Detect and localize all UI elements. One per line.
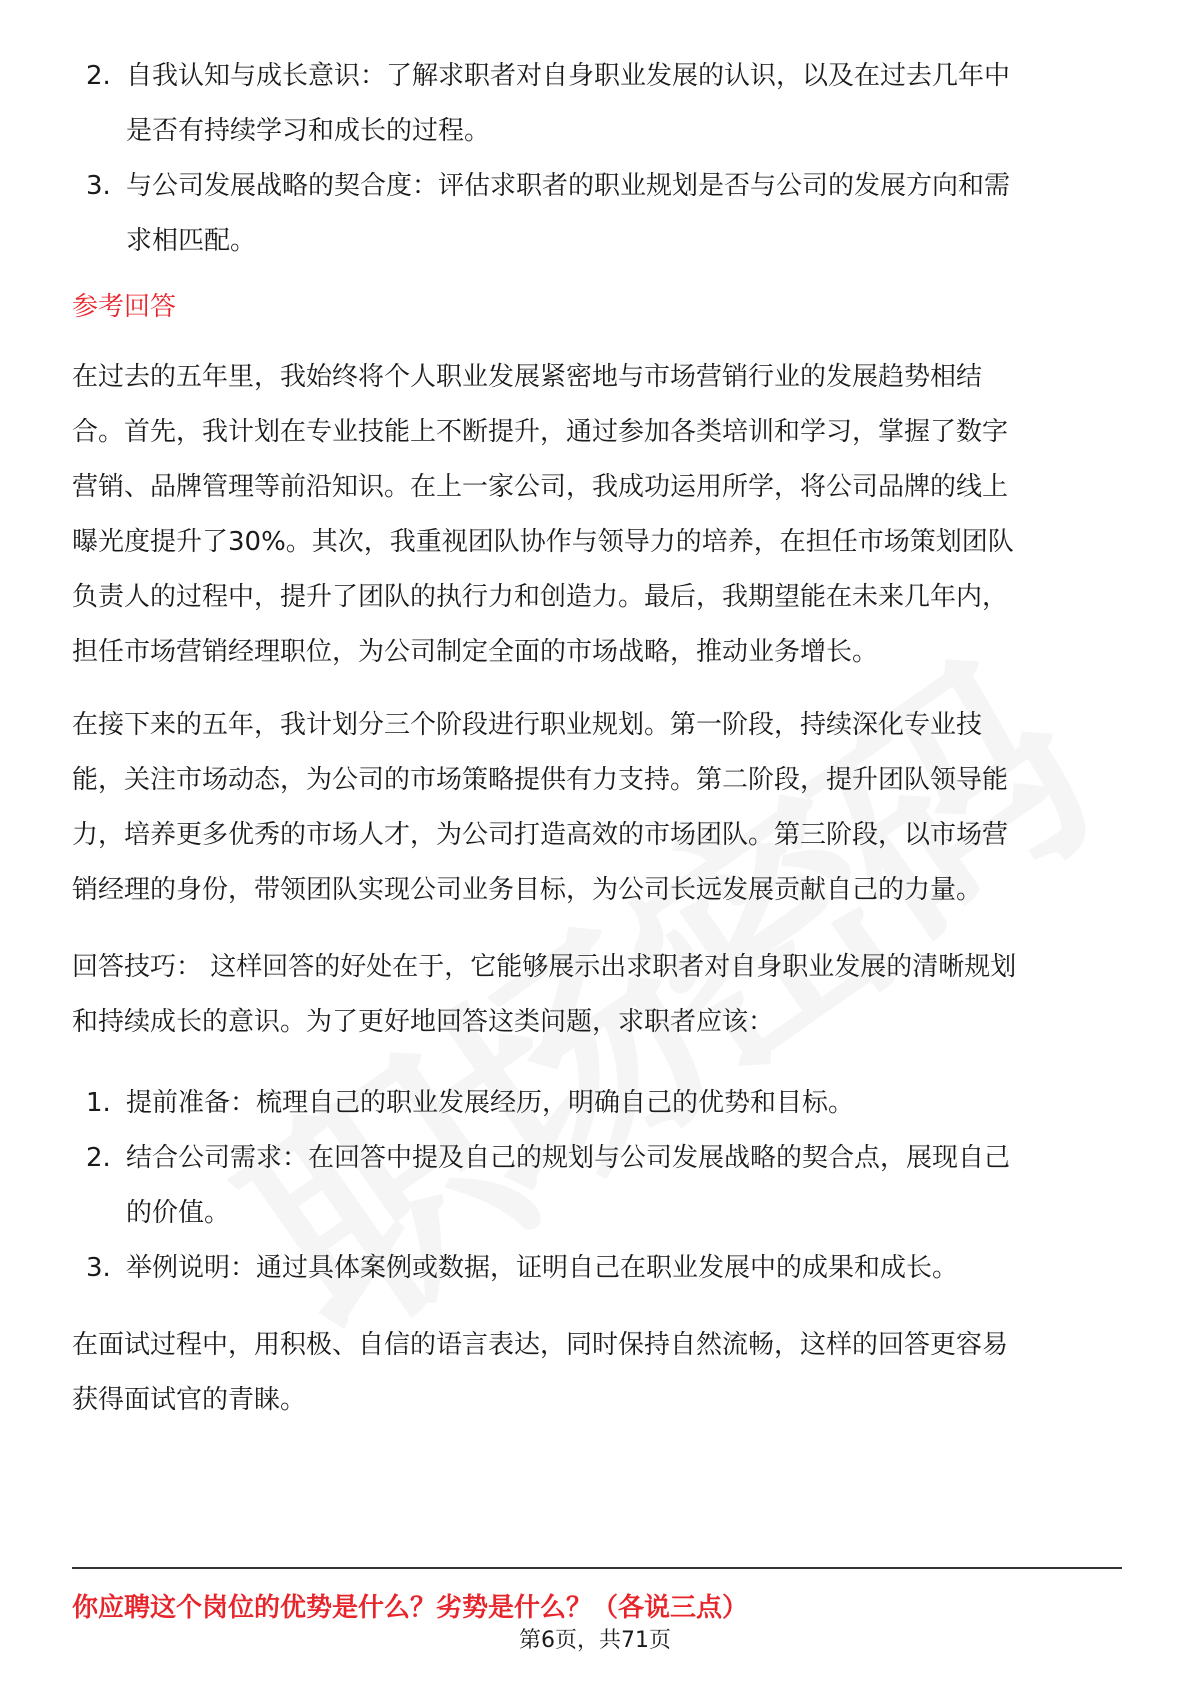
paragraph-line: 在接下来的五年，我计划分三个阶段进行职业规划。第一阶段，持续深化专业技 [72, 710, 983, 740]
reference-answer-heading: 参考回答 [72, 292, 177, 322]
paragraph-line: 担任市场营销经理职位，为公司制定全面的市场战略，推动业务增长。 [72, 637, 879, 667]
list-number: 2. [86, 1143, 111, 1173]
paragraph-line: 负责人的过程中，提升了团队的执行力和创造力。最后，我期望能在未来几年内， [72, 582, 1009, 612]
paragraph-line: 获得面试官的青睐。 [72, 1385, 307, 1415]
paragraph-line: 在过去的五年里，我始终将个人职业发展紧密地与市场营销行业的发展趋势相结 [72, 362, 983, 392]
page-number: 第6页，共71页 [0, 1626, 1190, 1656]
paragraph-line: 能，关注市场动态，为公司的市场策略提供有力支持。第二阶段，提升团队领导能 [72, 765, 1009, 795]
paragraph-line: 销经理的身份，带领团队实现公司业务目标，为公司长远发展贡献自己的力量。 [72, 875, 983, 905]
list-line: 是否有持续学习和成长的过程。 [126, 116, 491, 146]
tips-list [72, 1076, 1122, 1296]
list-line: 求相匹配。 [126, 226, 257, 256]
answer-paragraph-1 [72, 350, 1122, 680]
closing-paragraph [72, 1318, 1122, 1428]
list-number: 2. [86, 61, 111, 91]
answer-paragraph-2 [72, 698, 1122, 918]
list-line: 与公司发展战略的契合度：评估求职者的职业规划是否与公司的发展方向和需 [126, 171, 1011, 201]
list-item [72, 49, 1122, 159]
section-divider [72, 1567, 1122, 1569]
list-number: 3. [86, 1253, 111, 1283]
paragraph-line: 和持续成长的意识。为了更好地回答这类问题，求职者应该： [72, 1007, 775, 1037]
list-item [72, 159, 1122, 269]
next-question-heading: 你应聘这个岗位的优势是什么？劣势是什么？（各说三点） [72, 1593, 749, 1623]
list-number: 1. [86, 1088, 111, 1118]
paragraph-line: 回答技巧： 这样回答的好处在于，它能够展示出求职者对自身职业发展的清晰规划 [72, 952, 1017, 982]
criteria-list [72, 49, 1122, 269]
list-line: 提前准备：梳理自己的职业发展经历，明确自己的优势和目标。 [126, 1088, 855, 1118]
list-line: 结合公司需求：在回答中提及自己的规划与公司发展战略的契合点，展现自己 [126, 1143, 1011, 1173]
list-number: 3. [86, 171, 111, 201]
list-line: 的价值。 [126, 1198, 231, 1228]
list-line: 举例说明：通过具体案例或数据，证明自己在职业发展中的成果和成长。 [126, 1253, 959, 1283]
paragraph-line: 营销、品牌管理等前沿知识。在上一家公司，我成功运用所学，将公司品牌的线上 [72, 472, 1009, 502]
list-line: 自我认知与成长意识：了解求职者对自身职业发展的认识，以及在过去几年中 [126, 61, 1011, 91]
list-item [72, 1131, 1122, 1241]
list-item [72, 1076, 1122, 1131]
paragraph-line: 力，培养更多优秀的市场人才，为公司打造高效的市场团队。第三阶段，以市场营 [72, 820, 1009, 850]
paragraph-line: 合。首先，我计划在专业技能上不断提升，通过参加各类培训和学习，掌握了数字 [72, 417, 1009, 447]
list-item [72, 1241, 1122, 1296]
tips-paragraph [72, 940, 1122, 1050]
paragraph-line: 曝光度提升了30%。其次，我重视团队协作与领导力的培养，在担任市场策划团队 [72, 527, 1014, 557]
paragraph-line: 在面试过程中，用积极、自信的语言表达，同时保持自然流畅，这样的回答更容易 [72, 1330, 1009, 1360]
